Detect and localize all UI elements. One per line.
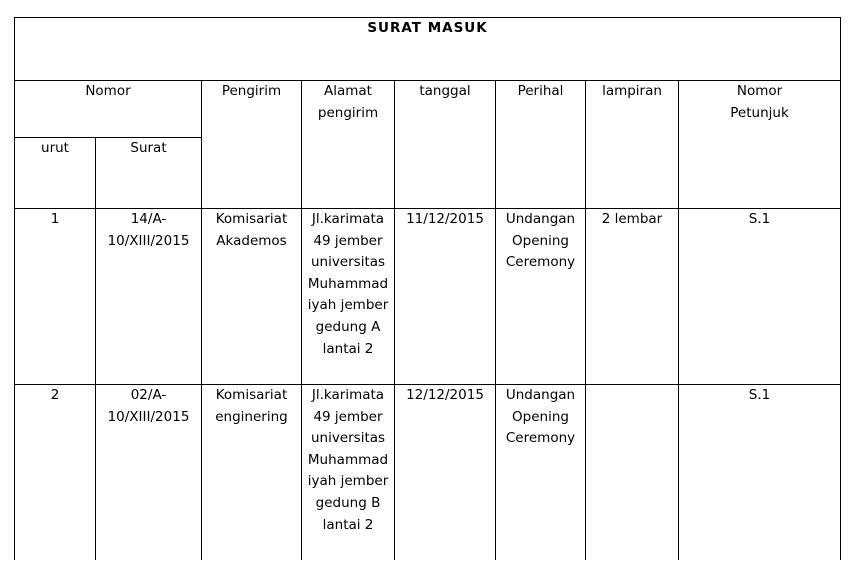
- cell-alamat-line: Jl.karimata: [311, 211, 385, 227]
- page-title: SURAT MASUK: [15, 18, 841, 81]
- cell-pengirim-line: Komisariat: [215, 387, 288, 403]
- header-urut: urut: [15, 138, 96, 209]
- cell-alamat-line: lantai 2: [322, 340, 374, 357]
- cell-surat-line: 10/XIII/2015: [107, 408, 190, 425]
- cell-lampiran: 2 lembar: [586, 209, 679, 385]
- cell-perihal-line: Ceremony: [505, 254, 576, 271]
- cell-alamat-line: iyah jember: [307, 297, 389, 314]
- cell-alamat-line: lantai 2: [322, 516, 374, 533]
- cell-alamat-line: Jl.karimata: [311, 387, 385, 403]
- header-nomor: Nomor: [15, 81, 202, 138]
- cell-alamat-line: gedung B: [315, 494, 381, 511]
- cell-perihal: [496, 385, 586, 561]
- header-perihal: Perihal: [496, 81, 586, 209]
- header-petunjuk-line-1: Nomor: [736, 83, 783, 99]
- cell-alamat: [302, 385, 395, 561]
- cell-petunjuk: S.1: [679, 209, 841, 385]
- cell-perihal-line: Undangan: [505, 211, 576, 227]
- cell-alamat: [302, 209, 395, 385]
- cell-pengirim-line: enginering: [215, 408, 288, 425]
- cell-alamat-line: universitas: [310, 254, 386, 271]
- header-alamat-line-2: pengirim: [317, 104, 379, 121]
- cell-surat: [96, 209, 202, 385]
- cell-pengirim: [202, 385, 302, 561]
- cell-alamat-line: Muhammad: [307, 275, 389, 292]
- cell-lampiran: [586, 385, 679, 561]
- cell-tanggal: 11/12/2015: [395, 209, 496, 385]
- cell-pengirim: [202, 209, 302, 385]
- cell-perihal: [496, 209, 586, 385]
- cell-surat-line: 02/A-: [130, 387, 167, 403]
- cell-alamat-line: gedung A: [315, 318, 381, 335]
- cell-perihal-line: Opening: [512, 408, 569, 425]
- cell-tanggal: 12/12/2015: [395, 385, 496, 561]
- cell-perihal-line: Opening: [512, 232, 569, 249]
- cell-alamat-line: iyah jember: [307, 473, 389, 490]
- header-tanggal: tanggal: [395, 81, 496, 209]
- cell-urut: 2: [15, 385, 96, 561]
- header-nomor-petunjuk: [679, 81, 841, 209]
- header-petunjuk-line-2: Petunjuk: [730, 104, 789, 121]
- cell-surat-line: 14/A-: [130, 211, 167, 227]
- cell-perihal-line: Undangan: [505, 387, 576, 403]
- header-alamat-line-1: Alamat: [324, 83, 372, 99]
- cell-surat-line: 10/XIII/2015: [107, 232, 190, 249]
- cell-alamat-line: Muhammad: [307, 451, 389, 468]
- header-alamat-pengirim: [302, 81, 395, 209]
- header-pengirim: Pengirim: [202, 81, 302, 209]
- cell-alamat-line: 49 jember: [313, 408, 383, 425]
- cell-surat: [96, 385, 202, 561]
- header-lampiran: lampiran: [586, 81, 679, 209]
- header-surat: Surat: [96, 138, 202, 209]
- cell-pengirim-line: Akademos: [216, 232, 287, 249]
- cell-alamat-line: 49 jember: [313, 232, 383, 249]
- cell-pengirim-line: Komisariat: [215, 211, 288, 227]
- cell-perihal-line: Ceremony: [505, 430, 576, 447]
- table-row: [15, 209, 841, 385]
- surat-masuk-table: [14, 17, 841, 560]
- table-row: [15, 385, 841, 561]
- cell-urut: 1: [15, 209, 96, 385]
- cell-petunjuk: S.1: [679, 385, 841, 561]
- document-sheet: [14, 17, 840, 563]
- cell-alamat-line: universitas: [310, 430, 386, 447]
